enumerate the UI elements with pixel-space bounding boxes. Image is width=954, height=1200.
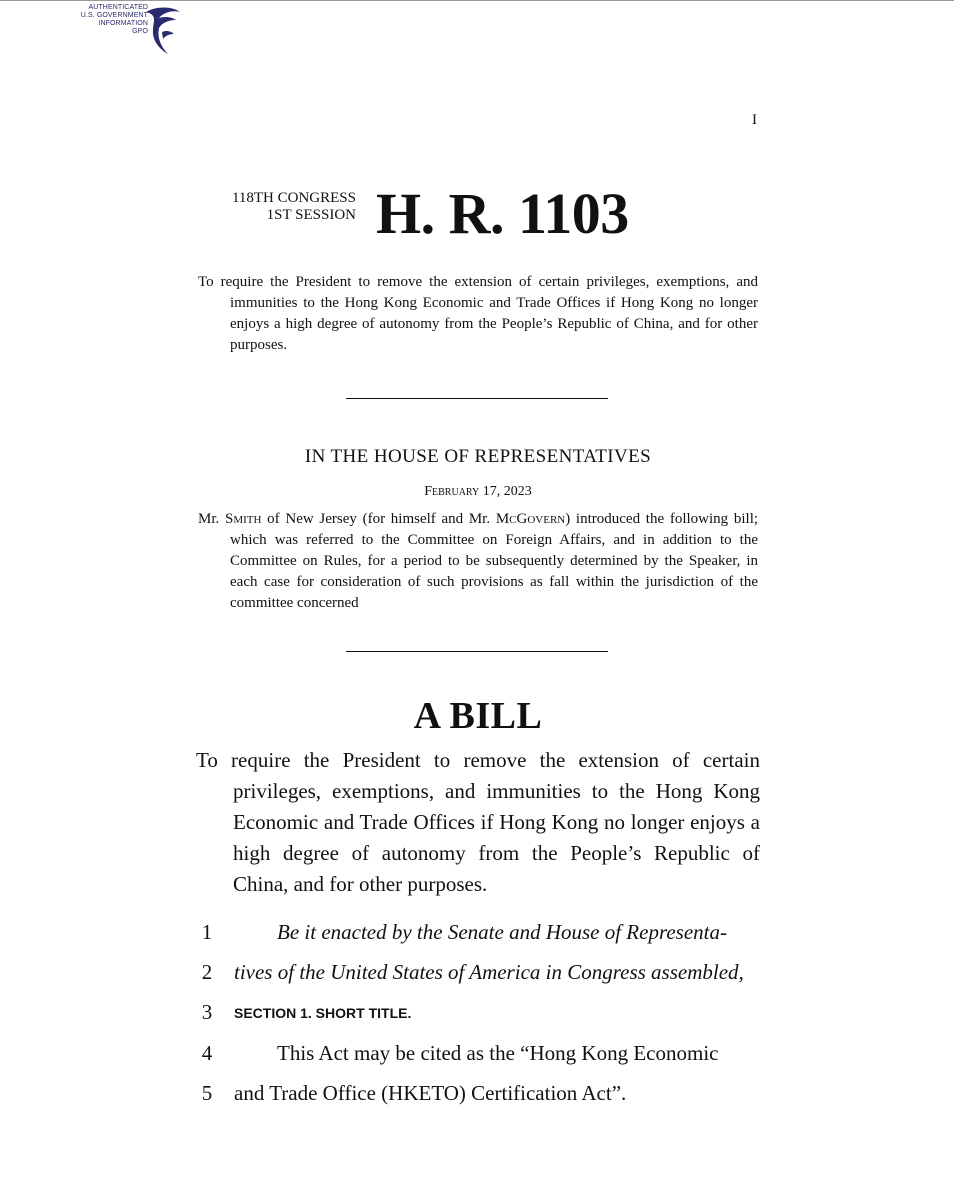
gpo-seal-line: INFORMATION <box>98 20 148 27</box>
divider-rule <box>346 651 608 652</box>
gpo-seal-line: GPO <box>132 28 148 35</box>
referral-text: ) introduced the following bill; which was referred to the Committee on Foreign Affairs, and in addition to the Committee on Rules, for a period to be subsequently determined by the Speaker, in each case for consideration of such provisions as fall within the jurisdiction of the committee concerned <box>230 511 759 611</box>
enacting-clause-line: Be it enacted by the Senate and House of Representa- <box>277 920 727 944</box>
sponsor-name: Smith <box>224 511 262 527</box>
line-number: 4 <box>201 1041 213 1065</box>
gpo-authentication-seal <box>66 4 186 60</box>
short-title-line: and Trade Office (HKETO) Certification Act”. <box>234 1081 627 1105</box>
enacting-clause-line: tives of the United States of America in Congress assembled, <box>234 960 744 984</box>
introduction-paragraph <box>198 509 758 614</box>
bill-number: H. R. 1103 <box>376 181 629 246</box>
congress-label: 118TH CONGRESS <box>231 190 356 206</box>
gpo-seal-text <box>66 4 148 36</box>
version-mark: I <box>752 112 757 128</box>
sponsor-title: Mr. <box>198 511 220 527</box>
section-heading: SECTION 1. SHORT TITLE. <box>234 1005 412 1021</box>
document-heading: A BILL <box>413 695 543 737</box>
gpo-seal-line: AUTHENTICATED <box>88 4 148 11</box>
congress-session-block <box>196 190 356 224</box>
divider-rule <box>346 398 608 399</box>
line-number: 5 <box>201 1081 213 1105</box>
introduction-date: February 17, 2023 <box>424 484 532 499</box>
short-title-line: This Act may be cited as the “Hong Kong Economic <box>277 1041 719 1065</box>
eagle-icon <box>142 6 184 58</box>
top-border-line <box>0 0 954 1</box>
line-number: 2 <box>201 960 213 984</box>
session-label: 1ST SESSION <box>266 207 356 223</box>
line-number: 1 <box>201 920 213 944</box>
gpo-seal-line: U.S. GOVERNMENT <box>80 12 148 19</box>
long-title-paragraph: To require the President to remove the extension of certain privileges, exemptions, and immunities to the Hong Kong Economic and Trade Offices if Hong Kong no longer enjoys a high degree of autonomy from the People’s Republic of China, and for other purposes. <box>196 748 760 896</box>
chamber-heading: IN THE HOUSE OF REPRESENTATIVES <box>304 446 652 467</box>
sponsor-state: of New Jersey (for himself and Mr. <box>267 511 491 527</box>
short-purpose-paragraph: To require the President to remove the extension of certain privileges, exemptions, and immunities to the Hong Kong Economic and Trade Offices if Hong Kong no longer enjoys a high degree of autonomy from the People’s Republic of China, and for other purposes. <box>198 274 758 353</box>
line-number: 3 <box>201 1000 213 1024</box>
cosponsor-name: McGovern <box>495 511 566 527</box>
